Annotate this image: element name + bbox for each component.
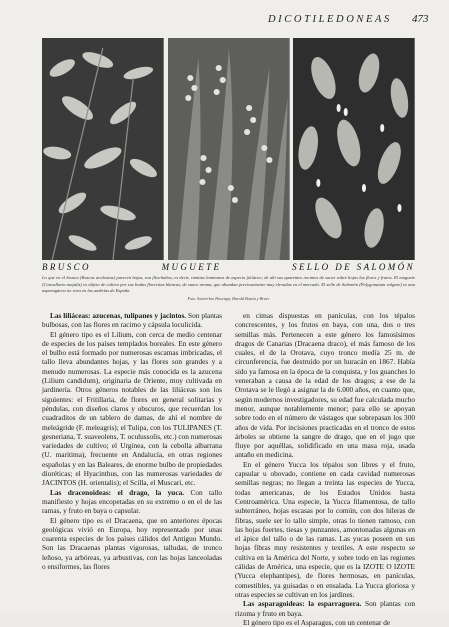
paragraph-text: En el género Yucca los tépalos son libres y el fruto, capsular u obovado, contiene en cada cavidad numerosas semillas negras; no llegan a treinta las especies de Yucca, todas americanas, de los Estados Unidos hasta Centroamérica. Una especie, la Yucca filamentosa, de tallo subterráneo, hojas escasas por lo común, con dos hileras de fibras, suele ser lo tallo simple, otras lo tienen ramoso, con las hojas fuertes, tiesas y punzantes, amontonadas algunas en el ápice del tallo o de las ramas. Las yucas poseen en sus hojas fibras muy resistentes y textiles. A este respecto se cultiva en la América del Norte, y sobre todo en las regiones cálidas de América, una especie, que es la IZOTE O IZOTE (Yucca elephantipes), de flores hermosas, en panículas, comestibles, ya guisadas o en ensalada. La Yucca gloriosa y otras especies se cultivan en los jardines.	[235, 459, 415, 599]
photo-plate	[42, 38, 415, 260]
paragraph	[42, 488, 222, 516]
paragraph	[235, 311, 415, 460]
paragraph	[235, 599, 415, 618]
paragraph-text: El género tipo es el Lilium, con cerca de medio centenar de especies de los países templados boreales. En este género el bulbo está formado por numerosas escamas imbricadas, el tallo lleva abundantes hojas, y las flores son grandes y a menudo numerosas. La especie más conocida es la azucena (Lilium candidum), originaria de Oriente, muy cultivada en jardinería. Otros géneros notables de las liliáceas son los siguientes: el Fritillaria, de flores en general solitarias y péndulas, con diseños claros y obscuros, que recuerdan los cuadraditos de un tablero de damas, de ahí el nombre de meleágride (F. meleagris); el Tulipa, con los TULIPANES (T. gesneriana, T. suaveolens, T. oculussolis, etc.) con numerosas variedades de cultivo; el Urginea, con la cebolla albarrana (U. maritima), frecuente en Andalucía, en otras regiones españolas y en las Baleares, de enorme bulbo de propiedades diuréticas; el Hyacinthus, con las numerosas variedades de JACINTOS (H. orientalis); el Scilla, el Muscari, etc.	[42, 329, 222, 488]
paragraph	[42, 311, 222, 330]
photo-captions	[42, 262, 415, 272]
text-column-left	[42, 311, 222, 607]
page-number: 473	[412, 13, 429, 25]
section-heading: Las dracenoideas: el drago, la yuca.	[50, 487, 185, 497]
figure-caption: Lo que en el brusco (Ruscus aculeatus) parecen hojas, son filocladios, es decir, ramitas laminares de aspecto foliáceo; de ahí sus aparentes racimos de sacar sobre hojas las flores y frutos. El muguete (Convallaria majalis) es objeto de cultivo por sus lindas florecitas blancas, de suave aroma, que abundan preciosamente muy elevadas en el mercado. El sello de Salomón (Polygonatum vulgare) es una asparagácea no rara en las umbrías de España	[42, 275, 415, 294]
paragraph	[42, 330, 222, 488]
paragraph-text: Son plantas con rizoma y fruto en baya.	[235, 599, 415, 618]
photo-sello-de-salomon	[293, 38, 415, 260]
paragraph-text: Con tallo manifiesto y hojas encopetadas en su extremo o en el de las ramas, y fruto en baya o capsular.	[42, 487, 222, 516]
photo-brusco	[42, 38, 164, 260]
paragraph-text: en cimas dispuestas en panículas, con los tépalos concrescentes, y los frutos en baya, con una, dos o tres semillas más. Pertenecen a este género los famosísimos dragos de Canarias (Dracaena draco), el más famoso de los cuales, el de la Orotava, cuyo tronco medía 25 m. de circunferencia, fue destruido por un huracán en 1867. Había sido ya famosa en la época de la conquista, y los guanches lo veneraban a causa de la edad de los dragos; a ese de la Orotava se le llegó a asignar la de 6.000 años, en cuanto que, según modernos investigadores, su edad fue calculada mucho menor, aunque notablemente menor; para ello se apoyan sobre todo en el número de vástagos que sobrepasan los 300 años de vida. Por incisiones practicadas en el tronco de estos árboles se obtiene la sangre de drago, que en el jugo que fluye por aquéllas, solidificado en una masa roja, usada antaño en medicina.	[235, 311, 415, 460]
caption-muguete: MUGUETE	[161, 262, 222, 272]
caption-sello-de-salomon: SELLO DE SALOMÓN	[292, 262, 415, 272]
paragraph-text: El género tipo es el Dracaena, que en anteriores épocas geológicas vivió en Europa, hoy representado por unas cuarenta especies de los países cálidos del Antiguo Mundo. Son las Dracaenas plantas vigorosas, talludas, de tronco leñoso, ya arbóreas, ya arbustivas, con las hojas lanceoladas o ensiformes, las flores	[42, 515, 222, 572]
running-head: DICOTILEDONEAS	[268, 14, 392, 25]
photo-muguete	[168, 38, 290, 260]
section-heading: Las asparagoideas: la esparraguera.	[243, 599, 362, 609]
paragraph	[235, 460, 415, 599]
paragraph	[42, 516, 222, 572]
body-text	[42, 311, 415, 627]
section-heading: Las liliáceas: azucenas, tulipanes y jacintos.	[50, 311, 187, 320]
paragraph-text: Son plantas bulbosas, con las flores en racimo y cápsula loculicida.	[42, 311, 222, 330]
paragraph	[235, 618, 415, 627]
text-column-right	[235, 311, 415, 627]
photo-credit: Fots. Sonorrbio Hosenga, Harold Bastin y Bruer	[187, 296, 270, 301]
paragraph-text: El género tipo es el Asparagus, con un centenar de	[243, 617, 391, 627]
caption-brusco: BRUSCO	[42, 262, 91, 272]
